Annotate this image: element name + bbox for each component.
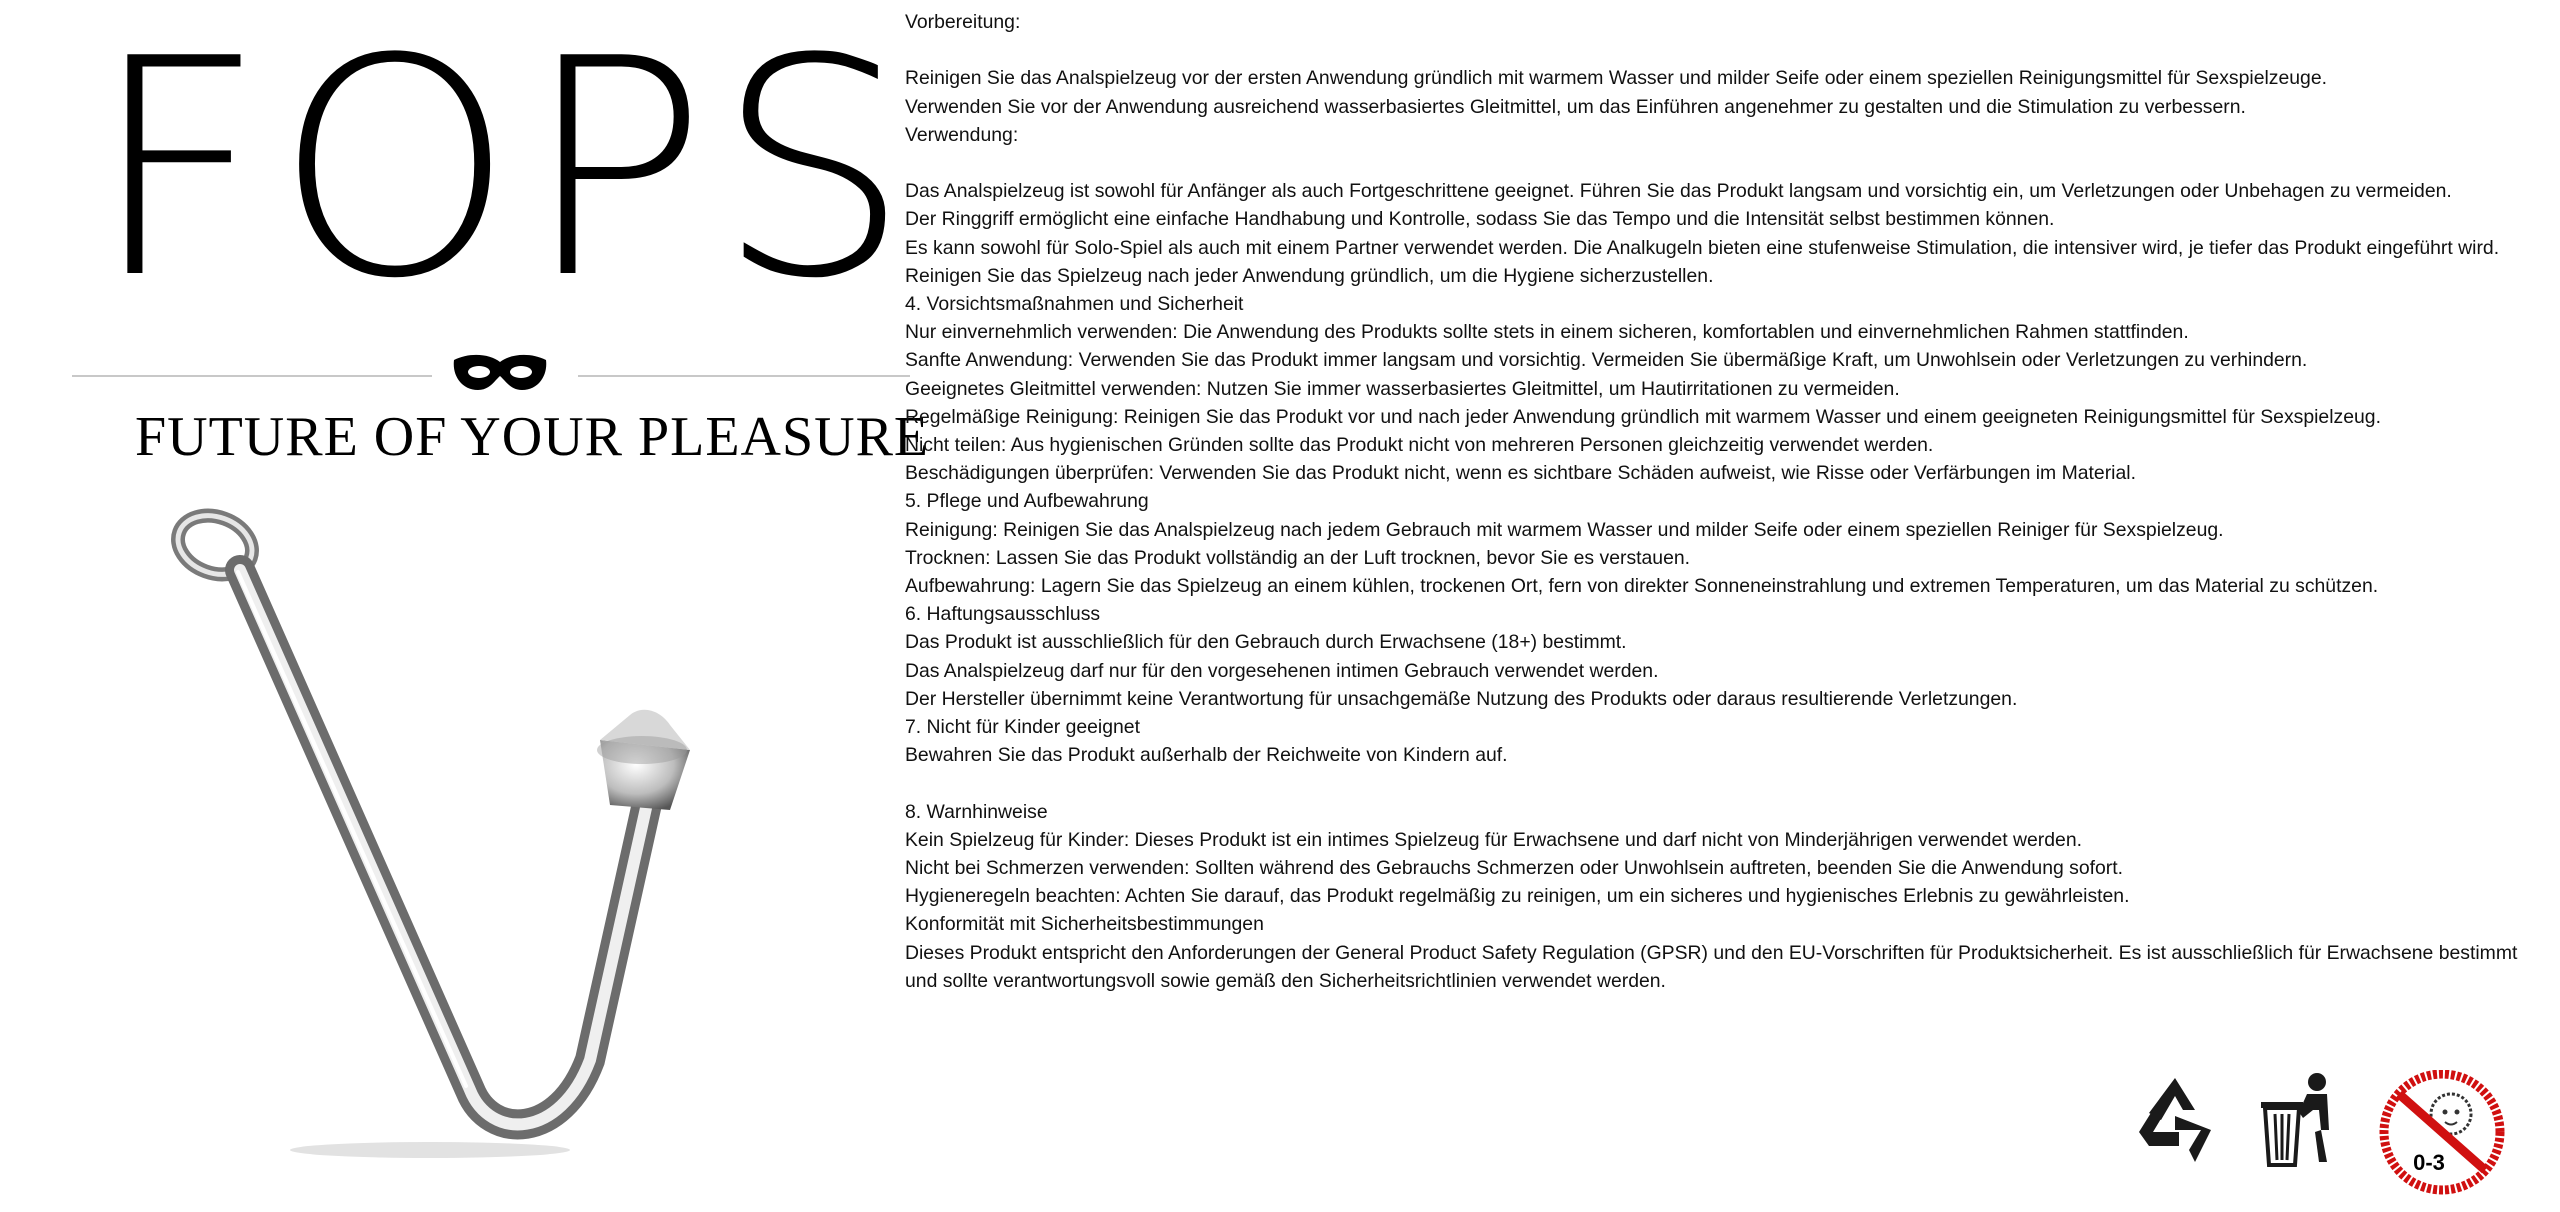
brand-logo [60,0,930,468]
instruction-line: Vorbereitung: [905,11,1021,33]
brand-tagline: FUTURE OF YOUR PLEASURE [135,406,930,468]
mask-icon [450,350,550,395]
instruction-line: 5. Pflege und Aufbewahrung [905,490,1149,513]
instruction-line: Reinigung: Reinigen Sie das Analspielzeug nach jedem Gebrauch mit warmem Wasser und milder Seife oder einem speziellen Reiniger für Sexspielzeug. [905,518,2224,541]
instruction-line: Das Analspielzeug ist sowohl für Anfänger als auch Fortgeschrittene geeignet. Führen Sie das Produkt langsam und vorsichtig ein, um Verletzungen oder Unbehagen zu vermeiden. [905,180,2452,203]
instruction-line: Nicht bei Schmerzen verwenden: Sollten während des Gebrauchs Schmerzen oder Unwohlsein auftreten, beenden Sie die Anwendung sofort. [905,857,2124,880]
instruction-line: Beschädigungen überprüfen: Verwenden Sie das Produkt nicht, wenn es sichtbare Schäden aufweist, wie Risse oder Verfärbungen im Material. [905,462,2136,485]
disposal-symbols [2125,1070,2525,1190]
blank-line [905,769,2545,797]
instruction-line: Das Analspielzeug darf nur für den vorgesehenen intimen Gebrauch verwendet werden. [905,659,1659,682]
blank-line [905,149,2545,177]
tidyman-bin-icon [2255,1070,2355,1170]
instruction-line: Verwenden Sie vor der Anwendung ausreichend wasserbasiertes Gleitmittel, um das Einführen angenehmer zu gestalten und die Stimulation zu verbessern. [905,95,2246,118]
instruction-line: Reinigen Sie das Spielzeug nach jeder Anwendung gründlich, um die Hygiene sicherzustellen. [905,264,1714,287]
instruction-line: Der Hersteller übernimmt keine Verantwortung für unsachgemäße Nutzung des Produkts oder daraus resultierende Verletzungen. [905,687,2018,710]
instruction-line: Der Ringgriff ermöglicht eine einfache Handhabung und Kontrolle, sodass Sie das Tempo und die Intensität selbst bestimmen können. [905,208,2055,231]
divider-right [578,375,910,377]
instruction-line: Nicht teilen: Aus hygienischen Gründen sollte das Produkt nicht von mehreren Personen gleichzeitig verwendet werden. [905,434,1934,457]
instruction-line: 4. Vorsichtsmaßnahmen und Sicherheit [905,293,1244,315]
instruction-line: 7. Nicht für Kinder geeignet [905,716,1140,739]
brand-name: FOPS [90,0,919,344]
instruction-line: Geeignetes Gleitmittel verwenden: Nutzen Sie immer wasserbasiertes Gleitmittel, um Hautirritationen zu vermeiden. [905,377,1900,400]
divider-left [72,375,432,377]
recycling-icon [2125,1070,2225,1170]
instruction-line: 6. Haftungsausschluss [905,603,1101,626]
instruction-line: Regelmäßige Reinigung: Reinigen Sie das Produkt vor und nach jeder Anwendung gründlich mit warmem Wasser und einem geeigneten Reinigungsmittel für Sexspielzeug. [905,405,2381,428]
instruction-line: 8. Warnhinweise [905,800,1048,823]
instruction-line: Trocknen: Lassen Sie das Produkt vollständig an der Luft trocknen, bevor Sie es verstauen. [905,546,1691,569]
instruction-line: Kein Spielzeug für Kinder: Dieses Produkt ist ein intimes Spielzeug für Erwachsene und darf nicht von Minderjährigen verwendet werden. [905,828,2082,851]
instruction-line: Dieses Produkt entspricht den Anforderungen der General Product Safety Regulation (GPSR) und den EU-Vorschriften für Produktsicherheit. Es ist ausschließlich für Erwachsene bestimmt und sollte verantwortungsvoll sowie gemäß den Sicherheitsrichtlinien verwendet werden. [905,941,2523,992]
instruction-line: Verwendung: [905,123,1019,146]
age-label: 0-3 [2413,1150,2445,1175]
instruction-line: Hygieneregeln beachten: Achten Sie darauf, das Produkt regelmäßig zu reinigen, um ein sicheres und hygienisches Erlebnis zu gewährleisten. [905,885,2130,908]
instruction-line: Sanfte Anwendung: Verwenden Sie das Produkt immer langsam und vorsichtig. Vermeiden Sie übermäßige Kraft, um Unwohlsein oder Verletzungen zu verhindern. [905,349,2308,372]
instruction-line: Das Produkt ist ausschließlich für den Gebrauch durch Erwachsene (18+) bestimmt. [905,631,1627,654]
blank-line [905,36,2545,64]
instruction-line: Es kann sowohl für Solo-Spiel als auch mit einem Partner verwendet werden. Die Analkugeln bieten eine stufenweise Stimulation, die intensiver wird, je tiefer das Produkt eingeführt wird. [905,236,2500,259]
instruction-line: Konformität mit Sicherheitsbestimmungen [905,913,1264,936]
instruction-line: Bewahren Sie das Produkt außerhalb der Reichweite von Kindern auf. [905,744,1508,767]
instructions-text [905,8,2545,995]
instruction-line: Reinigen Sie das Analspielzeug vor der ersten Anwendung gründlich mit warmem Wasser und milder Seife oder einem speziellen Reinigungsmittel für Sexspielzeuge. [905,67,2328,90]
not-for-children-icon [2377,1070,2507,1200]
instruction-line: Nur einvernehmlich verwenden: Die Anwendung des Produkts sollte stets in einem sicheren, komfortablen und einvernehmlichen Rahmen stattfinden. [905,321,2189,344]
product-hook-image [130,500,750,1160]
instruction-line: Aufbewahrung: Lagern Sie das Spielzeug an einem kühlen, trockenen Ort, fern von direkter Sonneneinstrahlung und extremen Temperaturen, um das Material zu schützen. [905,575,2379,598]
